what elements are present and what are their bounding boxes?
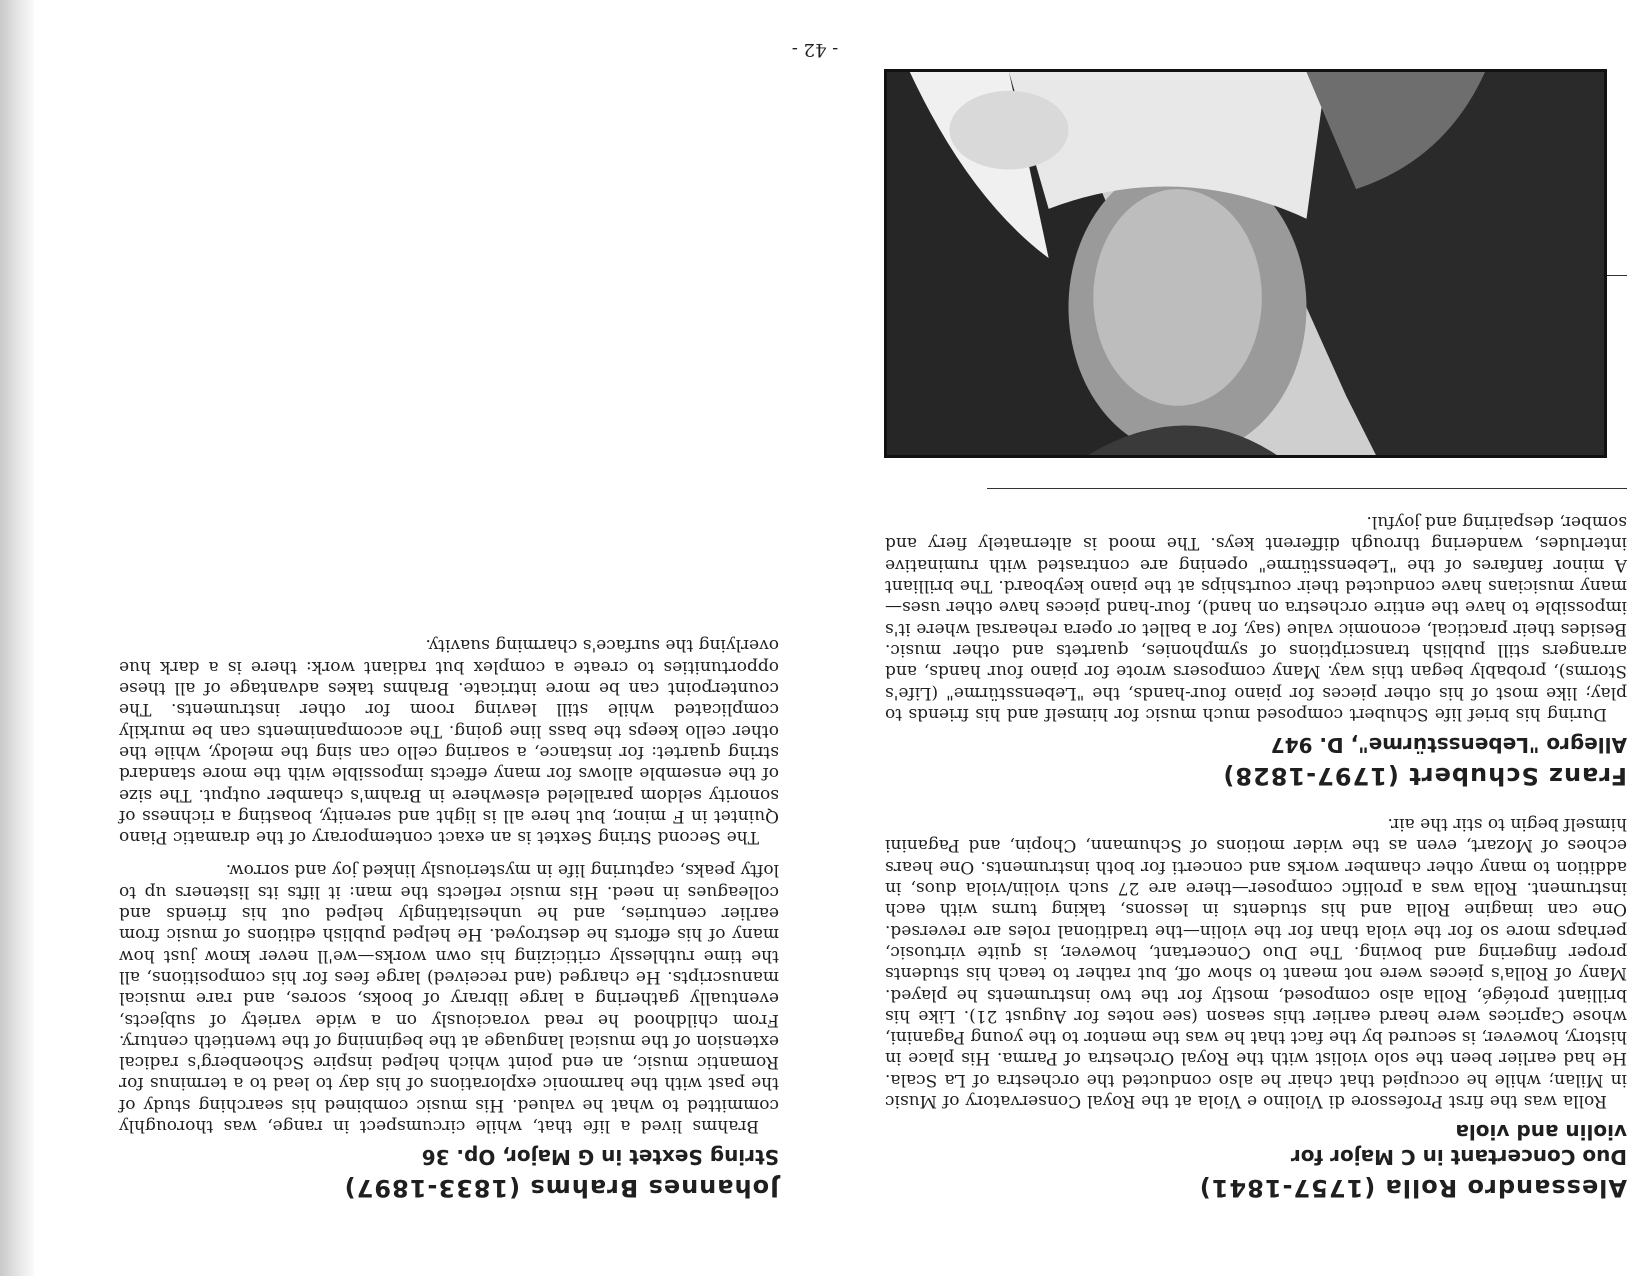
brahms-paragraph-2: The Second String Sextet is an exact contemporary of the dramatic Piano Quintet in F minor, but here all is light and serenity, boasting a richness of sonority seldom paralleled elsewhere in Brahm's chamber output. The size of the ensemble allows for many effects impossible with the more standard string quartet: for instance, a soaring cello can sing the melody, while the other cello keeps the bass line going. The accompaniments can be murkily complicated while still leaving room for other instruments. The counterpoint can be more intricate. Brahms takes advantage of all these opportunities to create a complex but radiant work: there is a dark hue overlying the surface's charming suavity.: [119, 635, 779, 848]
schubert-heading: Franz Schubert (1797-1828): [1222, 761, 1627, 790]
rolla-work-line1: Duo Concertant in C Major for: [1290, 1145, 1627, 1169]
photo-placeholder-graphic: [887, 72, 1604, 455]
brahms-heading: Johannes Brahms (1833-1897): [343, 1174, 779, 1202]
right-column: [119, 634, 779, 1203]
quote-top-rule: [987, 488, 1627, 489]
schubert-paragraph: During his brief life Schubert composed much music for himself and his friends to play; like most of his other pieces for piano four-hands, the "Lebensstürme" (Life's Storms), probably began this way. Many composers wrote for piano four hands, and arrangers still publish transcriptions of symphonies, quartets and other music. Besides their practical, economic value (say, for a ballet or opera rehearsal where it's impossible to have the entire orchestra on hand), four-hand pieces have other uses—many musicians have conducted their courtships at the piano keyboard. The brilliant A minor fanfares of the "Lebensstürme" opening are contrasted with ruminative interludes, wandering through different keys. The mood is alternately fiery and somber, despairing and joyful.: [885, 512, 1627, 724]
brahms-paragraph-1: Brahms lived a life that, while circumspect in range, was thoroughly committed to what he valued. His music combined his searching study of the past with the harmonic explorations of his day to lead to a terminus for Romantic music, an end point which helped inspire Schoenberg's radical extension of the musical language at the beginning of the twentieth century. From childhood he read voraciously on a wide variety of subjects, eventually gathering a large library of books, scores, and rare musical manuscripts. He charged (and received) large fees for his compositions, all the time ruthlessly criticizing his own works—we'll never know just how many of his efforts he destroyed. He helped publish editions of music from earlier centuries, and he unhesitatingly helped out his friends and colleagues in need. His music reflects the man: it lifts its listeners up to lofty peaks, capturing life in mysteriously linked joy and sorrow.: [119, 860, 779, 1136]
page-number: - 42 -: [791, 39, 839, 60]
rolla-paragraph: Rolla was the first Professore di Violino e Viola at the Royal Conservatory of Music in Milan; while he occupied that chair he also conducted the orchestra of La Scala. He had earlier been the solo violist with the Royal Orchestra of Parma. His place in history, however, is secured by the fact that he was the mentor to the young Paganini, whose Caprices were heard earlier this season (see notes for August 21). Like his brilliant protégé, Rolla also composed, mostly for the two instruments he played. Many of Rolla's pieces were not meant to show off, but rather to teach his students proper fingering and bowing. The Duo Concertant, however, is quite virtuosic, perhaps more so for the viola than for the violin—the traditional roles are reversed. One can imagine Rolla and his students in lessons, taking turns with each instrument. Rolla was a prolific composer—there are 27 such violin/viola duos, in addition to many other chamber works and concerti for both instruments. One hears echoes of Mozart, even as the wider motions of Schumann, Chopin, and Paganini himself begin to stir the air.: [885, 814, 1627, 1111]
rolla-work-line2: violin and viola: [1455, 1120, 1627, 1144]
rolla-work-title: [885, 1119, 1627, 1169]
musician-photo: [884, 69, 1607, 458]
schubert-work-title: Allegro "Lebensstürme", D. 947: [1270, 732, 1627, 757]
brahms-work-title: String Sextet in G Major, Op. 36: [421, 1145, 779, 1169]
rolla-heading: Alessandro Rolla (1757-1841): [1198, 1174, 1627, 1202]
